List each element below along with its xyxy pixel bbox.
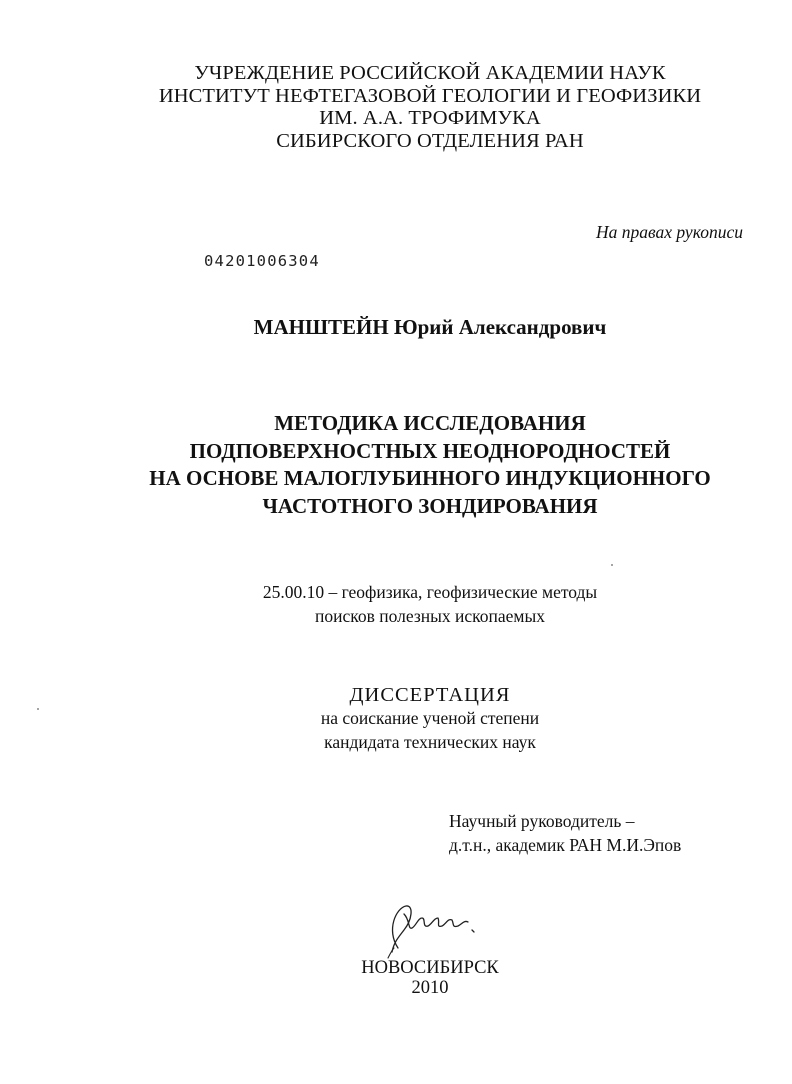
rights-note: На правах рукописи	[596, 222, 743, 242]
institution-line: ИМ. А.А. ТРОФИМУКА	[319, 107, 541, 129]
specialty-line: поисков полезных ископаемых	[315, 606, 545, 626]
institution-line: УЧРЕЖДЕНИЕ РОССИЙСКОЙ АКАДЕМИИ НАУК	[194, 62, 666, 84]
institution-header	[0, 62, 792, 152]
specialty-line: 25.00.10 – геофизика, геофизические методы	[262, 582, 598, 602]
scan-speck	[37, 708, 39, 710]
city: НОВОСИБИРСК	[361, 958, 499, 978]
title-line: ЧАСТОТНОГО ЗОНДИРОВАНИЯ	[262, 493, 598, 518]
institution-line: ИНСТИТУТ НЕФТЕГАЗОВОЙ ГЕОЛОГИИ И ГЕОФИЗИКИ	[158, 84, 702, 107]
author-name: МАНШТЕЙН Юрий Александрович	[253, 315, 607, 339]
title-line: НА ОСНОВЕ МАЛОГЛУБИННОГО ИНДУКЦИОННОГО	[149, 466, 711, 490]
purpose-line: кандидата технических наук	[324, 732, 536, 752]
handwritten-signature	[368, 900, 488, 960]
registration-number: 04201006304	[204, 252, 320, 270]
scan-speck	[611, 564, 613, 566]
title-line: ПОДПОВЕРХНОСТНЫХ НЕОДНОРОДНОСТЕЙ	[189, 438, 671, 463]
title-line: МЕТОДИКА ИССЛЕДОВАНИЯ	[274, 411, 586, 435]
institution-line: СИБИРСКОГО ОТДЕЛЕНИЯ РАН	[276, 129, 584, 152]
purpose-line: на соискание ученой степени	[320, 708, 540, 728]
dissertation-title	[0, 410, 792, 520]
supervisor-name: д.т.н., академик РАН М.И.Эпов	[449, 835, 682, 855]
dissertation-type: ДИССЕРТАЦИЯ	[349, 684, 511, 706]
specialty-code	[0, 580, 792, 628]
supervisor-label: Научный руководитель –	[449, 811, 635, 831]
year: 2010	[411, 978, 449, 998]
dissertation-purpose	[0, 706, 792, 754]
supervisor-block	[449, 809, 681, 857]
